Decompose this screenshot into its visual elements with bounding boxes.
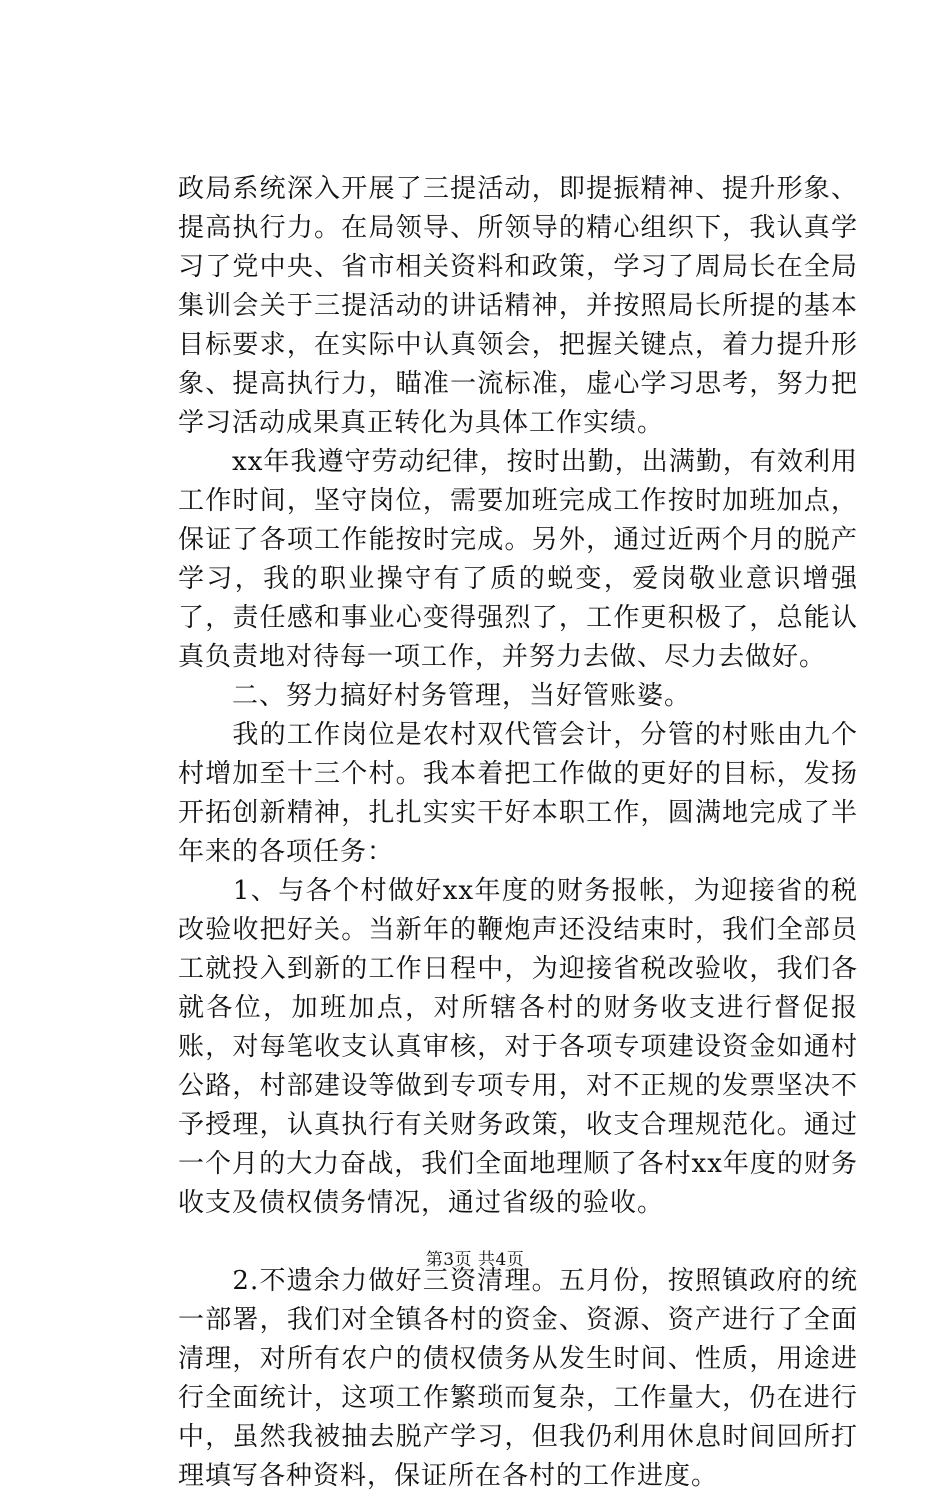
- paragraph-intro-continued: 政局系统深入开展了三提活动，即提振精神、提升形象、提高执行力。在局领导、所领导的精心组织下，我认真学习了党中央、省市相关资料和政策，学习了周局长在全局集训会关于三提活动的讲话精神，并按照局长所提的基本目标要求，在实际中认真领会，把握关键点，着力提升形象、提高执行力，瞄准一流标准，虚心学习思考，努力把学习活动成果真正转化为具体工作实绩。: [178, 174, 858, 438]
- paragraph-attendance: xx年我遵守劳动纪律，按时出勤，出满勤，有效利用工作时间，坚守岗位，需要加班完成工作按时加班加点，保证了各项工作能按时完成。另外，通过近两个月的脱产学习，我的职业操守有了质的蜕变，爱岗敬业意识增强了，责任感和事业心变得强烈了，工作更积极了，总能认真负责地对待每一项工作，并努力去做、尽力去做好。: [178, 447, 858, 672]
- paragraph-item-2-asset-cleanup: 2.不遗余力做好三资清理。五月份，按照镇政府的统一部署，我们对全镇各村的资金、资源、资产进行了全面清理，对所有农户的债权债务从发生时间、性质，用途进行全面统计，这项工作繁琐而复杂，工作量大，仍在进行中，虽然我被抽去脱产学习，但我仍利用休息时间回所打理填写各种资料，保证所在各村的工作进度。: [178, 1266, 858, 1491]
- paragraph-job-position: 我的工作岗位是农村双代管会计，分管的村账由九个村增加至十三个村。我本着把工作做的更好的目标，发扬开拓创新精神，扎扎实实干好本职工作，圆满地完成了半年来的各项任务：: [178, 720, 858, 867]
- section-heading-village-affairs: 二、努力搞好村务管理，当好管账婆。: [178, 681, 692, 711]
- paragraph-item-1-financial-reporting: 1、与各个村做好xx年度的财务报帐，为迎接省的税改验收把好关。当新年的鞭炮声还没结束时，我们全部员工就投入到新的工作日程中，为迎接省税改验收，我们各就各位，加班加点，对所辖各村的财务收支进行督促报账，对每笔收支认真审核，对于各项专项建设资金如通村公路，村部建设等做到专项专用，对不正规的发票坚决不予授理，认真执行有关财务政策，收支合理规范化。通过一个月的大力奋战，我们全面地理顺了各村xx年度的财务收支及债权债务情况，通过省级的验收。: [178, 876, 858, 1218]
- document-body: [178, 170, 858, 1496]
- page-footer: 第3页 共4页: [425, 1250, 525, 1270]
